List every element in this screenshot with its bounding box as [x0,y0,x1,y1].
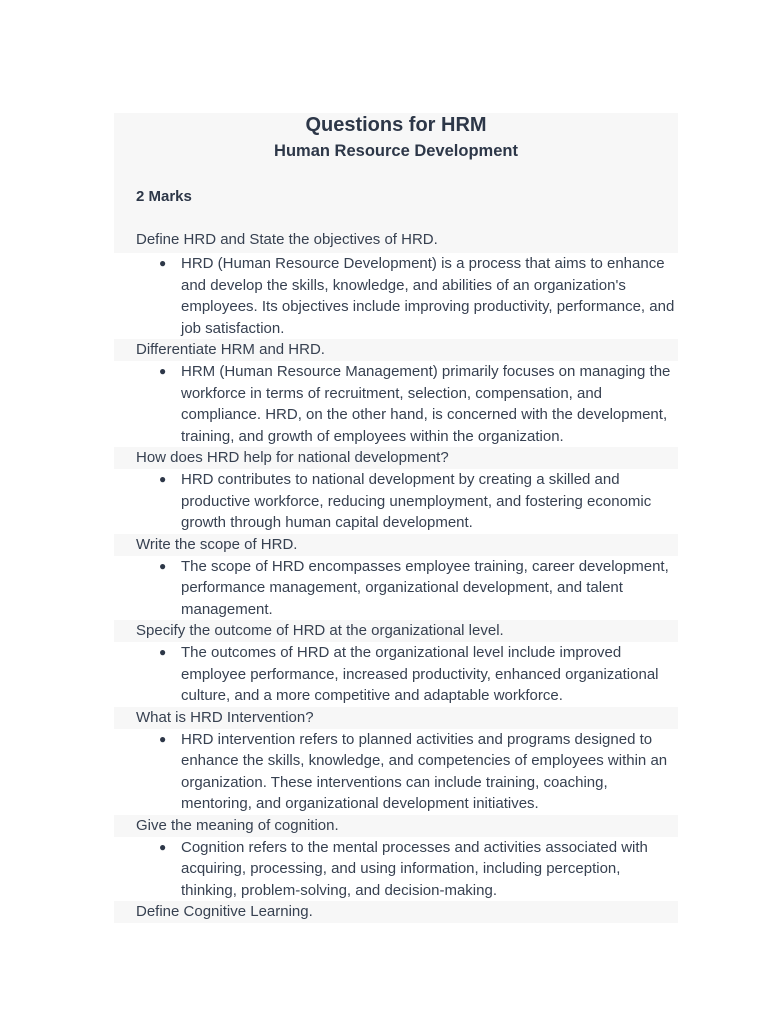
question-item [114,707,678,729]
document-header [114,113,678,253]
answer-item [114,253,678,339]
answer-text: HRD intervention refers to planned activities and programs designed to enhance the skills, knowledge, and competencies of employees within an organization. These interventions can include training, coaching, mentoring, and organizational development initiatives. [181,730,668,812]
answer-text: HRM (Human Resource Management) primarily focuses on managing the workforce in terms of recruitment, selection, compensation, and compliance. HRD, on the other hand, is concerned with the development, training, and growth of employees within the organization. [181,363,671,445]
question-text: How does HRD help for national development? [136,449,449,466]
question-item [114,901,678,923]
question-text: Define HRD and State the objectives of HRD. [136,231,438,248]
answer-item [114,361,678,447]
bullet-icon: ● [159,256,167,270]
question-text: Differentiate HRM and HRD. [136,341,325,358]
question-item [114,447,678,469]
answer-text: Cognition refers to the mental processes and activities associated with acquiring, processing, and using information, including perception, thinking, problem-solving, and decision-making. [181,838,648,899]
question-text: What is HRD Intervention? [136,708,314,726]
bullet-icon: ● [159,558,167,573]
answer-text: HRD contributes to national development by creating a skilled and productive workforce, reducing unemployment, and fostering economic growth through human capital development. [181,471,652,531]
document-title: Questions for HRM [305,114,487,136]
section-heading: 2 Marks [136,188,192,205]
bullet-icon: ● [159,645,167,659]
question-text: Specify the outcome of HRD at the organizational level. [136,622,504,639]
answer-item [114,729,678,815]
qa-list [114,253,678,923]
question-text: Write the scope of HRD. [136,535,298,553]
document-subtitle: Human Resource Development [274,142,518,160]
answer-item [114,556,678,621]
answer-item [114,837,678,902]
question-item [114,339,678,361]
bullet-icon: ● [159,839,167,854]
question-item [114,620,678,642]
answer-item [114,642,678,707]
question-item [114,534,678,556]
answer-text: The scope of HRD encompasses employee training, career development, performance management, organizational development, and talent management. [181,557,669,618]
answer-text: The outcomes of HRD at the organizational level include improved employee performance, increased productivity, enhanced organizational culture, and a more competitive and adaptable workforce. [181,644,659,704]
bullet-icon: ● [159,731,167,746]
document-page [114,113,678,923]
question-text: Give the meaning of cognition. [136,816,339,834]
bullet-icon: ● [159,364,167,378]
question-text: Define Cognitive Learning. [136,903,313,920]
answer-text: HRD (Human Resource Development) is a process that aims to enhance and develop the skills, knowledge, and abilities of an organization's employees. Its objectives include improving productivity, performance, and job satisfaction. [181,255,675,337]
answer-item [114,469,678,534]
question-item [114,815,678,837]
bullet-icon: ● [159,472,167,486]
